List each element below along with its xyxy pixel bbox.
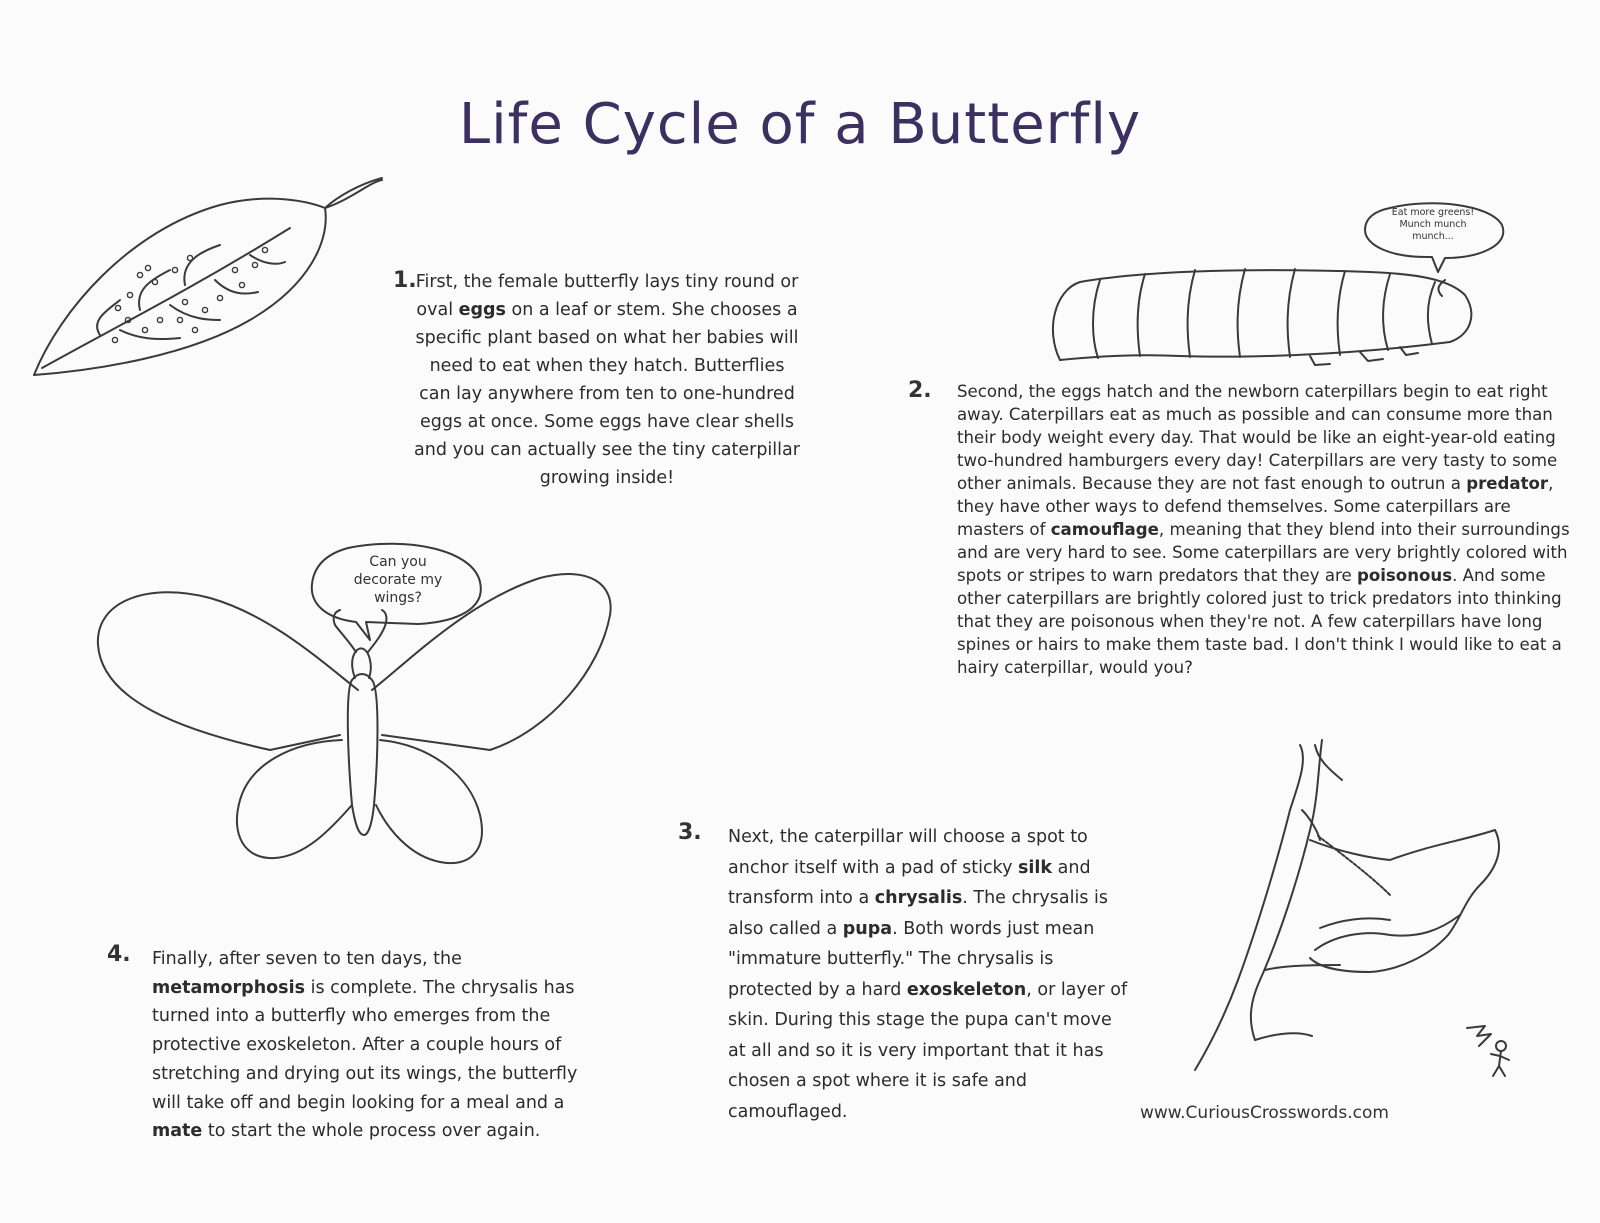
paragraph-text: and transform into a [728,857,1091,908]
paragraph-text: . And some other caterpillars are brightly colored just to trick predators into thinking that they are poisonous when they're not. A few caterpillars have long spines or hairs to make them taste bad. I don't think I would like to eat a hairy caterpillar, would you? [957,566,1562,677]
stick-figure-logo-icon [1465,1020,1525,1090]
caterpillar-bubble-text: Eat more greens! Munch munch munch... [1391,207,1475,242]
step-2-text [957,380,1577,679]
paragraph-text: , they have other ways to defend themselves. Some caterpillars are masters of [957,474,1554,539]
paragraph-text: is complete. The chrysalis has turned into a butterfly who emerges from the protective exoskeleton. After a couple hours of stretching and drying out its wings, the butterfly will take off and begin looking for a meal and a [152,977,578,1113]
paragraph-text: . The chrysalis is also called a [728,888,1108,939]
vocab-term: eggs [458,300,506,320]
vocab-term: silk [1018,857,1053,878]
paragraph-text: Finally, after seven to ten days, the [152,949,462,969]
page-title: Life Cycle of a Butterfly [458,92,1142,157]
paragraph-text: , meaning that they blend into their surroundings and are very hard to see. Some caterpillars are very brightly colored with spots or stripes to warn predators that they are [957,520,1570,585]
paragraph-text: Second, the eggs hatch and the newborn caterpillars begin to eat right away. Caterpillars eat as much as possible and can consume more than their body weight every day. That would be like an eight-year-old eating two-hundred hamburgers every day! Caterpillars are very tasty to some other animals. Because they are not fast enough to outrun a [957,382,1558,493]
vocab-term: poisonous [1356,566,1453,585]
step-1-text [412,268,802,492]
butterfly-bubble-text: Can you decorate my wings? [353,554,443,606]
vocab-term: predator [1466,474,1549,493]
vocab-term: pupa [842,918,893,939]
step-3-number: 3. [678,820,702,845]
vocab-term: camouflage [1050,520,1159,539]
vocab-term: metamorphosis [152,977,306,998]
vocab-term: mate [152,1121,203,1142]
step-1-number: 1. [393,268,417,293]
step-3-text [728,822,1133,1127]
step-2-number: 2. [908,378,932,403]
step-4-number: 4. [107,942,131,967]
paragraph-text: . Both words just mean "immature butterfly." The chrysalis is protected by a hard [728,918,1095,1000]
vocab-term: exoskeleton [906,979,1027,1000]
vocab-term: chrysalis [874,888,963,908]
paragraph-text: First, the female butterfly lays tiny round or oval [415,272,799,320]
step-4-text [152,945,587,1146]
website-credit: www.CuriousCrosswords.com [1140,1103,1389,1123]
paragraph-text: , or layer of skin. During this stage the pupa can't move at all and so it is very important that it has chosen a spot where it is safe and camouflaged. [728,979,1128,1122]
paragraph-text: Next, the caterpillar will choose a spot to anchor itself with a pad of sticky [728,827,1088,878]
paragraph-text: to start the whole process over again. [202,1121,541,1142]
paragraph-text: on a leaf or stem. She chooses a specific plant based on what her babies will need to eat when they hatch. Butterflies can lay anywhere from ten to one-hundred eggs at once. Some eggs have clear shells and you can actually see the tiny caterpillar growing inside! [414,300,800,488]
leaf-eggs-illustration [20,170,390,390]
